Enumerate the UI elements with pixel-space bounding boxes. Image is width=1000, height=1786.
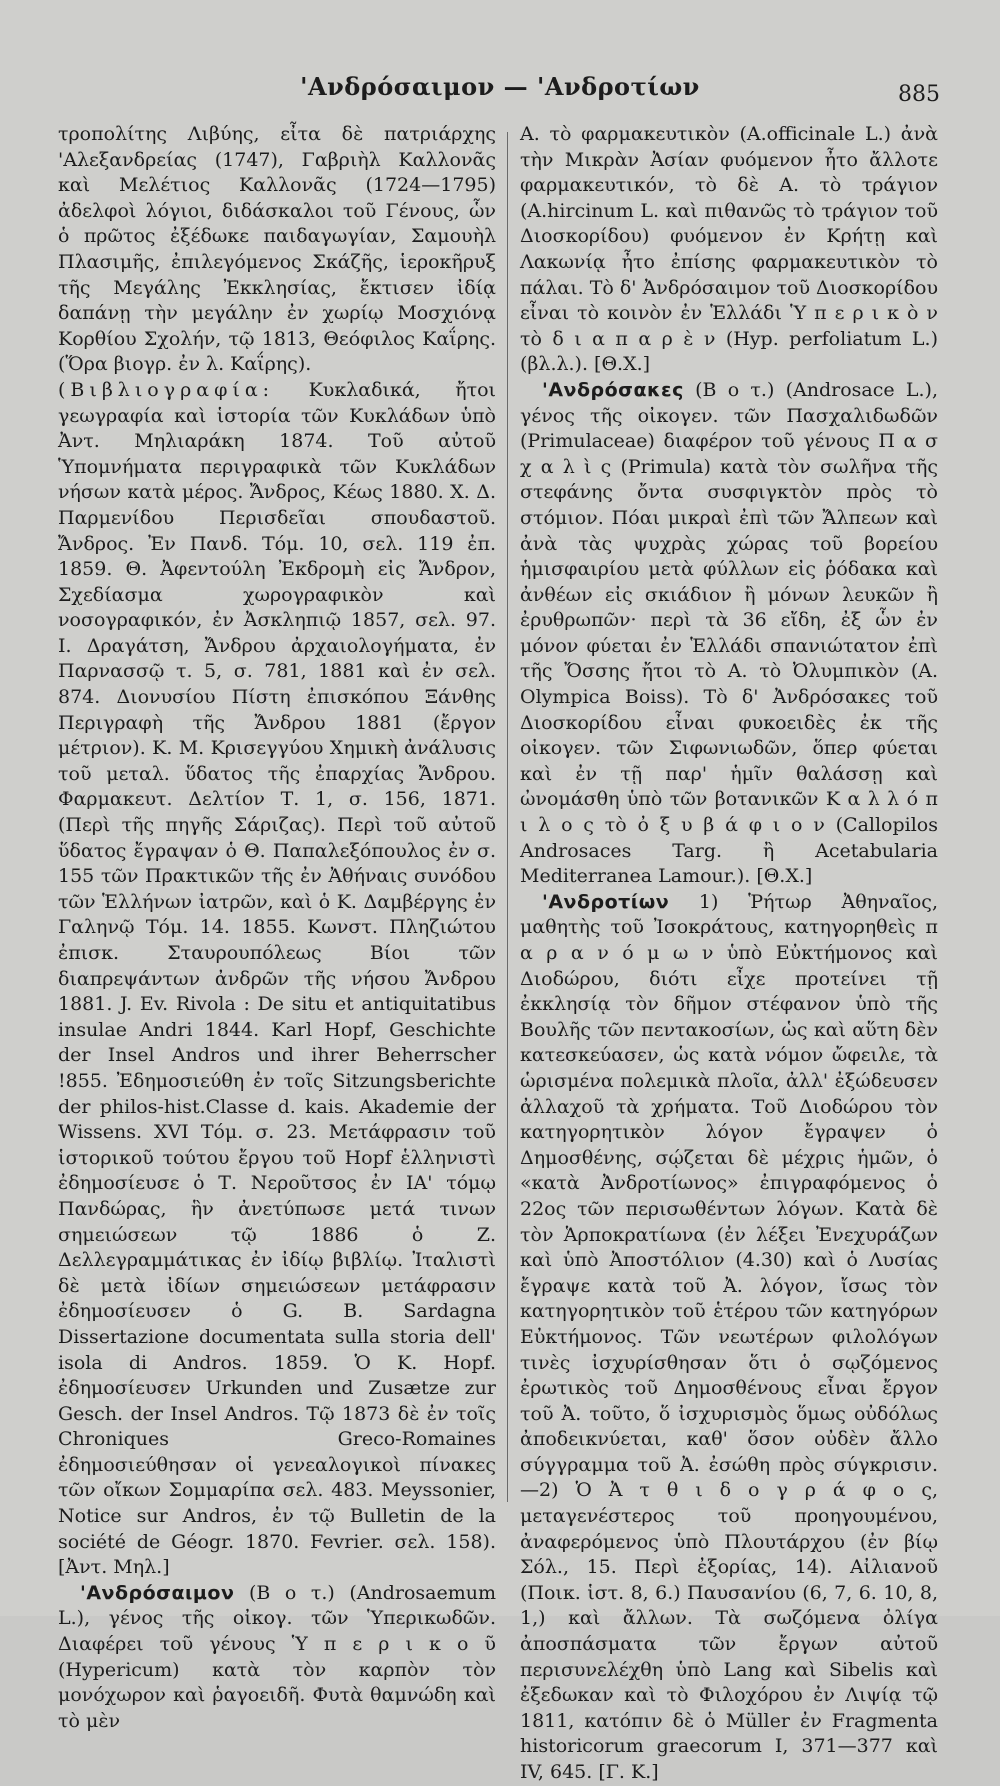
entry-androsaimon-continuation: Α. τὸ φαρμακευτικὸν (A.officinale L.) ἀνὰ τὴν Μικρὰν Ἀσίαν φυόμενον ἦτο ἄλλοτε φαρμακευτικόν, τὸ δὲ Α. τὸ τράγιον (A.hircinum L. καὶ πιθανῶς τὸ τράγιον τοῦ Διοσκορίδου) φυόμενον ἐν Κρήτῃ καὶ Λακωνίᾳ ἦτο ἐπίσης φαρμακευτικὸν τὸ πάλαι. Τὸ δ' Ἀνδρόσαιμον τοῦ Διοσκορίδου εἶναι τὸ κοινὸν ἐν Ἑλλάδι Ὑ π ε ρ ι κ ὸ ν τὸ δ ι α π α ρ ὲ ν (Hyp. perfoliatum L.) (βλ.λ.). [Θ.Χ.] bbox=[520, 123, 938, 376]
bibliography-text: Κυκλαδικά, ἤτοι γεωγραφία καὶ ἱστορία τῶν Κυκλάδων ὑπὸ Ἀντ. Μηλιαράκη 1874. Τοῦ αὐτοῦ Ὑπομνήματα περιγραφικὰ τῶν Κυκλάδων νήσων κατὰ μέρος. Ἄνδρος, Κέως 1880. Χ. Δ. Παρμενίδου Περισδεῖαι σπουδαστοῦ. Ἄνδρος. Ἐν Πανδ. Τόμ. 10, σελ. 119 ἐπ. 1859. Θ. Ἀφεντούλη Ἐκδρομὴ εἰς Ἄνδρον, Σχεδίασμα χωρογραφικὸν καὶ νοσογραφικόν, ἐν Ἀσκληπιῷ 1857, σελ. 97. Ι. Δραγάτση, Ἄνδρου ἀρχαιολογήματα, ἐν Παρνασσῷ τ. 5, σ. 781, 1881 καὶ ἐν σελ. 874. Διονυσίου Πίστη ἐπισκόπου Ξάνθης Περιγραφὴ τῆς Ἄνδρου 1881 (ἔργον μέτριον). Κ. Μ. Κρισεγγύου Χημικὴ ἀνάλυσις τοῦ μεταλ. ὕδατος τῆς ἐπαρχίας Ἄνδρου. Φαρμακευτ. Δελτίον Τ. 1, σ. 156, 1871. (Περὶ τῆς πηγῆς Σάριζας). Περὶ τοῦ αὐτοῦ ὕδατος ἔγραψαν ὁ Θ. Παπαλεξόπουλος ἐν σ. 155 τῶν Πρακτικῶν τῆς ἐν Ἀθήναις συνόδου τῶν Ἑλλήνων ἰατρῶν, καὶ ὁ Κ. Δαμβέργης ἐν Γαληνῷ Τόμ. 14. 1855. Κωνστ. Πληζιώτου ἐπισκ. Σταυρουπόλεως Βίοι τῶν διαπρεψάντων ἀνδρῶν τῆς νήσου Ἄνδρου 1881. J. Ev. Rivola : De situ et antiquitatibus insulae Andri 1844. Karl Hopf, Geschichte der Insel Andros und ihrer Beherrscher !855. Ἐδημοσιεύθη ἐν τοῖς Sitzungsberichte der philos-hist.Classe d. kais. Akademie der Wissens. XVI Τόμ. σ. 23. Μετάφρασιν τοῦ ἱστορικοῦ τούτου ἔργου τοῦ Hopf ἑλληνιστὶ ἐδημοσίευσε ὁ Τ. Νεροῦτσος ἐν ΙΑ' τόμῳ Πανδώρας, ἣν ἀνετύπωσε μετά τινων σημειώσεων τῷ 1886 ὁ Ζ. Δελλεγραμμάτικας ἐν ἰδίῳ βιβλίῳ. Ἰταλιστὶ δὲ μετὰ ἰδίων σημειώσεων μετάφρασιν ἐδημοσίευσεν ὁ G. B. Sardagna Dissertazione documentata sulla storia dell' isola di Andros. 1859. Ὁ Κ. Hopf. ἐδημοσίευσεν Urkunden und Zusætze zur Gesch. der Insel Andros. Τῷ 1873 δὲ ἐν τοῖς Chroniques Greco-Romaines ἐδημοσιεύθησαν οἱ γενεαλογικοὶ πίνακες τῶν οἴκων Σομμαρίπα σελ. 483. Meyssonier, Notice sur Andros, ἐν τῷ Bulletin de la société de Géogr. 1870. Fevrier. σελ. 158). [Ἀντ. Μηλ.] bbox=[58, 378, 496, 1579]
entry-andros-continuation: τροπολίτης Λιβύης, εἶτα δὲ πατριάρχης 'Αλεξανδρείας (1747), Γαβριὴλ Καλλονᾶς καὶ Μελέτιος Καλλονᾶς (1724—1795) ἀδελφοὶ λόγιοι, διδάσκαλοι τοῦ Γένους, ὧν ὁ πρῶτος ἐξέδωκε παιδαγωγίαν, Σαμουὴλ Πλασιμῆς, ἐπιλεγόμενος Σκάζῆς, ἱεροκῆρυξ τῆς Μεγάλης Ἐκκλησίας, ἔκτισεν ἰδίᾳ δαπάνῃ τὴν μεγάλην ἐν χωρίῳ Μοσχιόνᾳ Κορθίου Σχολήν, τῷ 1813, Θεόφιλος Καΐρης. (Ὅρα βιογρ. ἐν λ. Καΐρης). bbox=[58, 123, 496, 376]
entry-androsakes-text: (Β ο τ.) (Androsace L.), γένος τῆς οἰκογεν. τῶν Πασχαλιδωδῶν (Primulaceae) διαφέρον τοῦ γένους Π α σ χ α λ ὶ ς (Primula) κατὰ τὸν σωλῆνα τῆς στεφάνης ὄντα συσφιγκτὸν πρὸς τὸ στόμιον. Πόαι μικραὶ ἐπὶ τῶν Ἄλπεων καὶ ἀνὰ τὰς ψυχρὰς χώρας τοῦ βορείου ἡμισφαιρίου μετὰ φύλλων εἰς ῥόδακα καὶ ἀνθέων εἰς σκιάδιον ἢ μόνων λευκῶν ἢ ἐρυθρωπῶν· περὶ τὰ 36 εἴδη, ἐξ ὧν ἐν μόνον φύεται ἐν Ἑλλάδι σπανιώτατον ἐπὶ τῆς Ὄσσης ἤτοι τὸ Α. τὸ Ὀλυμπικὸν (A. Olympica Boiss). Τὸ δ' Ἀνδρόσακες τοῦ Διοσκορίδου εἶναι φυκοειδὲς ἐκ τῆς οἰκογεν. τῶν Σιφωνιωδῶν, ὅπερ φύεται καὶ ἐν τῇ παρ' ἡμῖν θαλάσσῃ καὶ ὠνομάσθη ὑπὸ τῶν βοτανικῶν Κ α λ λ ό π ι λ ο ς τὸ ὀ ξ υ β ά φ ι ο ν (Callopilos Androsaces Targ. ἢ Acetabularia Mediterranea Lamour.). [Θ.Χ.] bbox=[520, 378, 938, 888]
lemma-androsaimon: 'Ανδρόσαιμον bbox=[80, 1581, 235, 1604]
entry-androsaimon-text: (Β ο τ.) (Androsaemum L.), γένος τῆς οἰκογ. τῶν Ὑπερικωδῶν. Διαφέρει τοῦ γένους Ὑ π ε ρ ι κ ο ῦ (Hypericum) κατὰ τὸν καρπὸν τὸν μονόχωρον καὶ ῥαγοειδῆ. Φυτὰ θαμνώδη καὶ τὸ μὲν bbox=[58, 1581, 496, 1732]
column-divider bbox=[507, 132, 508, 1502]
entry-androsaimon bbox=[58, 1581, 496, 1735]
left-column bbox=[58, 122, 496, 1734]
page-number: 885 bbox=[898, 82, 940, 107]
lemma-androsakes: 'Ανδρόσακες bbox=[542, 378, 684, 401]
lemma-androtion: 'Ανδροτίων bbox=[542, 890, 670, 913]
entry-androsakes bbox=[520, 378, 938, 890]
running-title: 'Ανδρόσαιμον — 'Ανδροτίων bbox=[300, 72, 700, 101]
right-column bbox=[520, 122, 938, 1786]
bibliography-label: (Βιβλιογραφία: bbox=[58, 378, 275, 401]
entry-androtion-text: 1) Ῥήτωρ Ἀθηναῖος, μαθητὴς τοῦ Ἰσοκράτους, κατηγορηθεὶς π α ρ α ν ό μ ω ν ὑπὸ Εὐκτήμονος καὶ Διοδώρου, διότι εἶχε προτείνει τῇ ἐκκλησίᾳ τὸν δῆμον στέφανον ὑπὸ τῆς Βουλῆς τῶν πεντακοσίων, ὡς καὶ αὕτη δὲν κατεσκεύασεν, ὡς κατὰ νόμον ὤφειλε, τὰ ὡρισμένα πολεμικὰ πλοῖα, ἀλλ' ἐξώδευσεν ἀλλαχοῦ τὰ χρήματα. Τοῦ Διοδώρου τὸν κατηγορητικὸν λόγον ἔγραψεν ὁ Δημοσθένης, σῴζεται δὲ μέχρις ἡμῶν, ὁ «κατὰ Ἀνδροτίωνος» ἐπιγραφόμενος ὁ 22ος τῶν περισωθέντων λόγων. Κατὰ δὲ τὸν Ἁρποκρατίωνα (ἐν λέξει Ἐνεχυράζων καὶ ὑπὸ Ἀποστόλιον (4.30) καὶ ὁ Λυσίας ἔγραψε κατὰ τοῦ Ἀ. λόγον, ἴσως τὸν κατηγορητικὸν τοῦ ἑτέρου τῶν κατηγόρων Εὐκτήμονος. Τῶν νεωτέρων φιλολόγων τινὲς ἰσχυρίσθησαν ὅτι ὁ σῳζόμενος ἐρωτικὸς τοῦ Δημοσθένους εἶναι ἔργον τοῦ Ἀ. τοῦτο, ὅ ἰσχυρισμὸς ὅμως οὐδόλως ἀποδεικνύεται, καθ' ὅσον οὐδὲν ἄλλο σύγγραμμα τοῦ Ἀ. ἐσώθη πρὸς σύγκρισιν.—2) Ὁ Ἀ τ θ ι δ ο γ ρ ά φ ο ς, μεταγενέστερος τοῦ προηγουμένου, ἀναφερόμενος ὑπὸ Πλουτάρχου (ἐν βίῳ Σόλ., 15. Περὶ ἐξορίας, 14). Αἰλιανοῦ (Ποικ. ἱστ. 8, 6.) Παυσανίου (6, 7, 6. 10, 8, 1,) καὶ ἄλλων. Τὰ σωζόμενα ὀλίγα ἀποσπάσματα τῶν ἔργων αὐτοῦ περισυνελέχθη ὑπὸ Lang καὶ Sibelis καὶ ἐξεδωκαν καὶ τὸ Φιλοχόρου ἐν Λιψίᾳ τῷ 1811, κατόπιν δὲ ὁ Müller ἐν Fragmenta historicorum graecorum I, 371—377 καὶ IV, 645. [Γ. Κ.] bbox=[520, 890, 938, 1783]
entry-androtion bbox=[520, 890, 938, 1786]
bibliography bbox=[58, 378, 496, 1581]
page-header bbox=[60, 60, 940, 112]
